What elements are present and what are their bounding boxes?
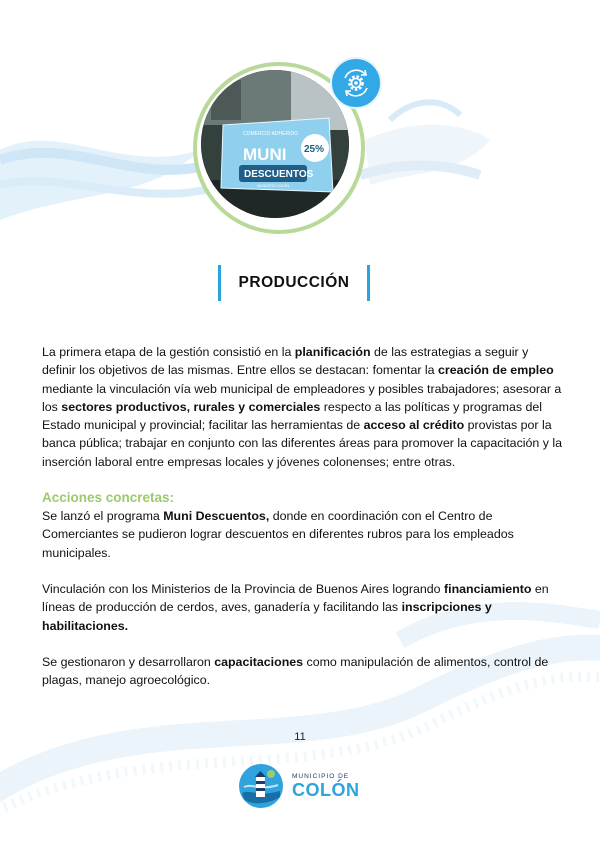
acciones-p2-text-1: Vinculación con los Ministerios de la Provincia de Buenos Aires logrando xyxy=(42,581,445,596)
logo-subtitle: MUNICIPIO DE xyxy=(292,772,350,780)
acciones-paragraph-2 xyxy=(42,580,564,635)
logo-title: COLÓN xyxy=(292,779,360,800)
page-number: 11 xyxy=(294,731,306,743)
gear-refresh-icon xyxy=(330,57,382,109)
acciones-p1-bold-1: Muni Descuentos, xyxy=(163,509,270,524)
acciones-p3-text-2: como manipulación de alimentos, control de plagas, manejo agroecológico. xyxy=(42,654,549,688)
acciones-p2-text-2: en líneas de producción de cerdos, aves, ganadería y facilitando las xyxy=(42,581,549,615)
acciones-p2-bold-1: financiamiento xyxy=(444,581,532,596)
sign-badge-text: 25% xyxy=(304,144,325,155)
sign-brand-text-2: DESCUENTOS xyxy=(244,169,314,180)
intro-bold-4: acceso al crédito xyxy=(363,418,465,433)
section-title xyxy=(218,265,370,301)
acciones-p2-bold-2: inscripciones y habilitaciones. xyxy=(42,600,492,633)
intro-text-3: mediante la vinculación vía web municipal de empleadores y posibles trabajadores; asesorar a los xyxy=(42,381,562,414)
body-text xyxy=(42,343,564,707)
muni-descuentos-photo xyxy=(201,70,349,218)
acciones-paragraph-3 xyxy=(42,653,564,690)
intro-text-5: provistas por la banca pública; trabajar en conjunto con las diferentes áreas para promover la capacitación y la inserción laboral entre empresas locales y jóvenes colonenses; entre otras. xyxy=(42,418,563,469)
acciones-paragraph-1 xyxy=(42,507,564,562)
intro-paragraph xyxy=(42,343,564,471)
logo-emblem-icon xyxy=(238,763,284,809)
logo-text xyxy=(292,773,360,800)
acciones-p1-text-1: Se lanzó el programa xyxy=(42,509,164,524)
sign-brand-text-1: MUNI xyxy=(243,145,287,164)
sign-top-text: COMERCIO ADHERIDO xyxy=(243,131,299,137)
acciones-p3-bold-1: capacitaciones xyxy=(214,654,304,669)
acciones-p1-text-2: donde en coordinación con el Centro de Comerciantes se pudieron lograr descuentos en diferentes rubros para los empleados municipales. xyxy=(42,509,514,560)
intro-text-1: La primera etapa de la gestión consistió en la xyxy=(42,345,295,359)
intro-bold-1: planificación xyxy=(294,345,371,359)
intro-text-2: de las estrategias a seguir y definir los objetivos de las mismas. Entre ellos se destacan: fomentar la xyxy=(42,345,529,378)
intro-text-4: respecto a las políticas y programas del Estado municipal y provincial; facilitar las herramientas de xyxy=(42,399,543,433)
acciones-heading: Acciones concretas: xyxy=(42,490,175,506)
acciones-p3-text-1: Se gestionaron y desarrollaron xyxy=(42,654,215,669)
intro-bold-2: creación de empleo xyxy=(438,363,554,378)
intro-bold-3: sectores productivos, rurales y comerciales xyxy=(61,399,321,414)
municipio-colon-logo xyxy=(238,762,360,810)
section-title-text: PRODUCCIÓN xyxy=(238,274,350,291)
sign-bottom-text: MUNICIPIO COLÓN xyxy=(257,184,289,188)
